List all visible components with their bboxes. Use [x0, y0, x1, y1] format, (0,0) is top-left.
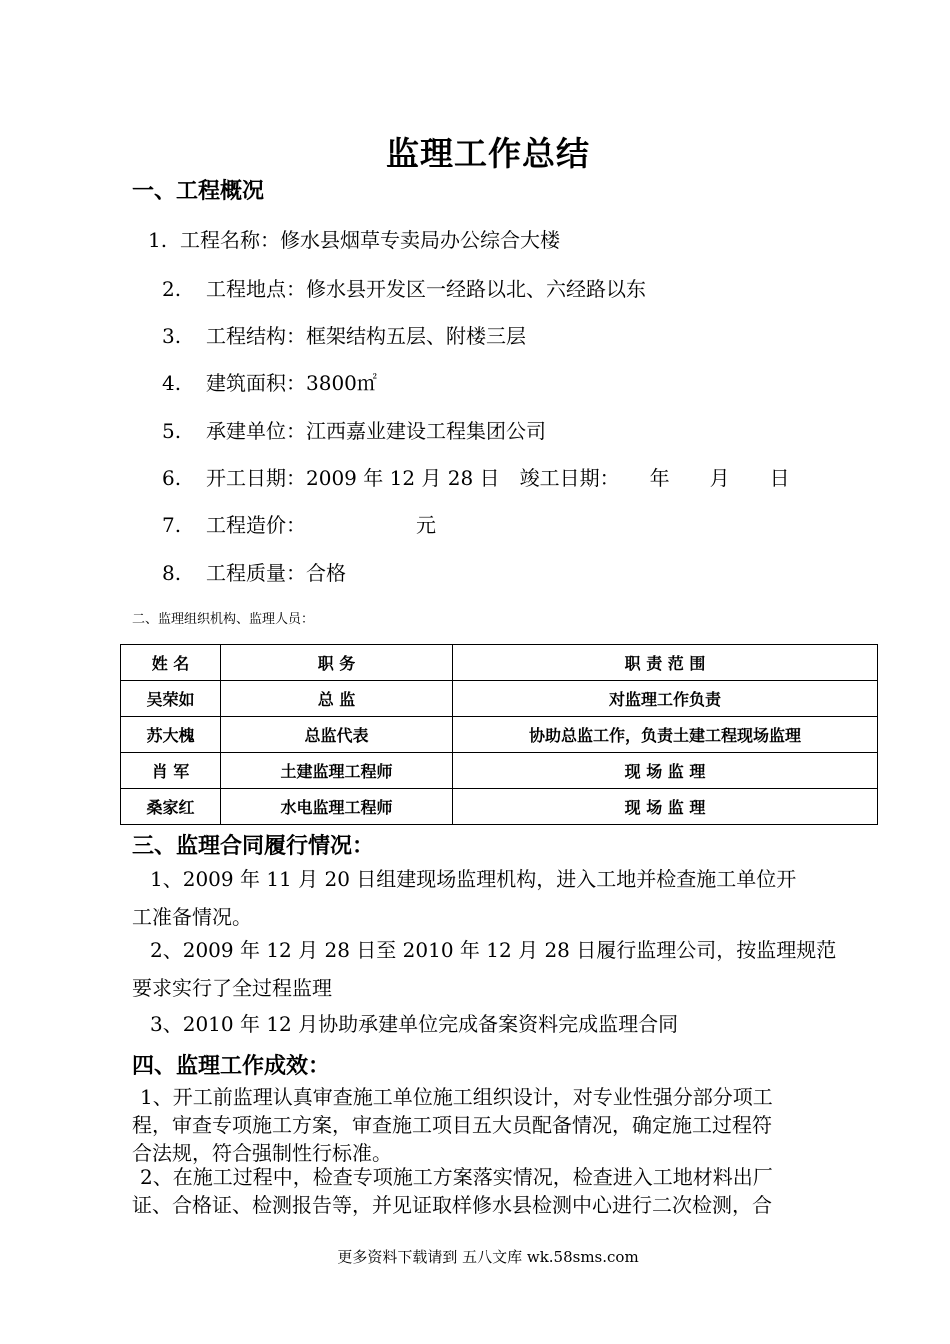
- item-number: 8.: [162, 561, 182, 585]
- table-cell: 总 监: [221, 681, 453, 717]
- footer-text: 更多资料下载请到 五八文库 wk.58sms.com: [337, 1248, 639, 1266]
- page-title: 监理工作总结: [386, 134, 590, 173]
- table-row: [121, 717, 878, 753]
- paragraph-line: 合法规，符合强制性行标准。: [132, 1141, 392, 1165]
- table-cell: 对监理工作负责: [453, 681, 878, 717]
- table-cell: 肖 军: [121, 753, 221, 789]
- table-cell: 吴荣如: [121, 681, 221, 717]
- table-cell: 现 场 监 理: [453, 753, 878, 789]
- table-cell: 苏大槐: [121, 717, 221, 753]
- overview-item: [148, 224, 560, 253]
- section4-heading: 四、监理工作成效：: [132, 1053, 331, 1079]
- item-number: 1.: [148, 228, 168, 252]
- item-text: 工程地点：修水县开发区一经路以北、六经路以东: [206, 277, 646, 301]
- item-text: 承建单位：江西嘉业建设工程集团公司: [206, 419, 546, 443]
- item-text: 工程结构：框架结构五层、附楼三层: [206, 324, 526, 348]
- section3-heading: 三、监理合同履行情况：: [132, 833, 375, 859]
- overview-item: [162, 462, 790, 491]
- table-header-row: [121, 645, 878, 681]
- item-text: 工程质量：合格: [206, 561, 346, 585]
- table-cell: 协助总监工作，负责土建工程现场监理: [453, 717, 878, 753]
- overview-item: [162, 415, 546, 444]
- paragraph-line: 1、开工前监理认真审查施工单位施工组织设计，对专业性强分部分项工: [140, 1085, 773, 1109]
- paragraph-line: 要求实行了全过程监理: [132, 976, 332, 1000]
- table-cell: 土建监理工程师: [221, 753, 453, 789]
- paragraph-line: 工准备情况。: [132, 905, 252, 929]
- paragraph-line: 2、2009 年 12 月 28 日至 2010 年 12 月 28 日履行监理公司，按监理规范: [150, 938, 837, 962]
- item-text: 建筑面积：3800㎡: [206, 371, 377, 395]
- item-number: 7.: [162, 513, 182, 537]
- item-text: 工程造价： 元: [206, 513, 436, 537]
- overview-item: [162, 273, 646, 302]
- item-text: 工程名称：修水县烟草专卖局办公综合大楼: [180, 228, 560, 252]
- overview-item: [162, 557, 346, 586]
- paragraph-line: 2、在施工过程中，检查专项施工方案落实情况，检查进入工地材料出厂: [140, 1165, 773, 1189]
- paragraph-line: 证、合格证、检测报告等，并见证取样修水县检测中心进行二次检测，合: [132, 1193, 772, 1217]
- table-cell: 总监代表: [221, 717, 453, 753]
- item-number: 6.: [162, 466, 182, 490]
- column-header: 姓 名: [121, 645, 221, 681]
- table-row: [121, 789, 878, 825]
- column-header: 职 务: [221, 645, 453, 681]
- item-number: 5.: [162, 419, 182, 443]
- table-cell: 桑家红: [121, 789, 221, 825]
- paragraph-line: 程，审查专项施工方案，审查施工项目五大员配备情况，确定施工过程符: [132, 1113, 772, 1137]
- overview-item: [162, 320, 526, 349]
- section1-heading: 一、工程概况: [132, 178, 265, 204]
- overview-item: [162, 367, 377, 396]
- column-header: 职 责 范 围: [453, 645, 878, 681]
- staff-table: [120, 644, 878, 825]
- item-number: 4.: [162, 371, 182, 395]
- item-number: 3.: [162, 324, 182, 348]
- item-text: 开工日期：2009 年 12 月 28 日 竣工日期： 年 月 日: [206, 466, 790, 490]
- paragraph-line: 1、2009 年 11 月 20 日组建现场监理机构，进入工地并检查施工单位开: [150, 867, 797, 891]
- item-number: 2.: [162, 277, 182, 301]
- table-cell: 水电监理工程师: [221, 789, 453, 825]
- overview-item: [162, 509, 436, 538]
- table-cell: 现 场 监 理: [453, 789, 878, 825]
- table-row: [121, 753, 878, 789]
- table-row: [121, 681, 878, 717]
- paragraph-line: 3、2010 年 12 月协助承建单位完成备案资料完成监理合同: [150, 1012, 679, 1036]
- section2-heading: 二、监理组织机构、监理人员：: [132, 612, 315, 627]
